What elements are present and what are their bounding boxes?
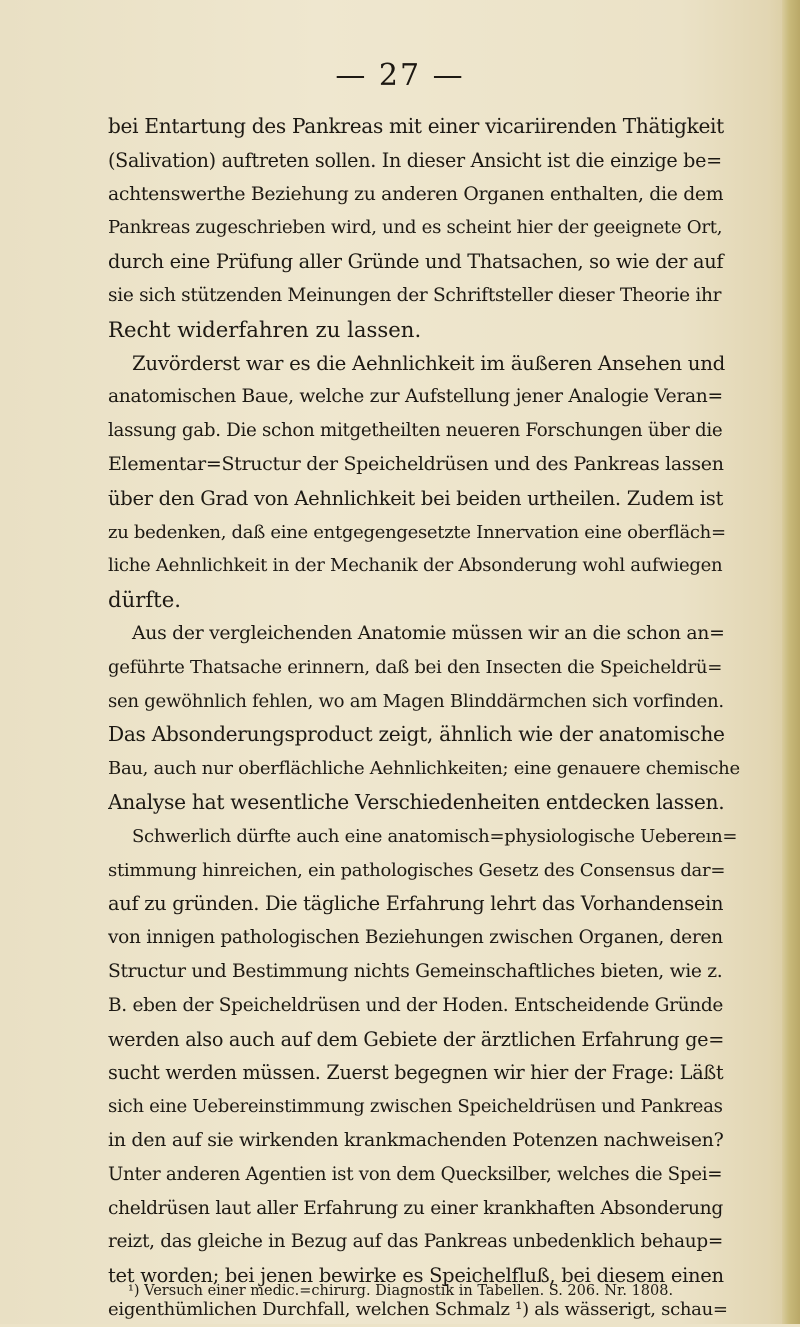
text-line: B. eben der Speicheldrüsen und der Hoden. Entscheidende Gründe [108,994,724,1016]
text-line: sucht werden müssen. Zuerst begegnen wir hier der Frage: Läßt [108,1061,724,1085]
text-line: dürfte. [108,587,181,613]
text-line: achtenswerthe Beziehung zu anderen Organen enthalten, die dem [108,183,724,205]
text-line: Schwerlich dürfte auch eine anatomisch=physiologische Uebereın= [132,825,738,847]
text-line: sich eine Uebereinstimmung zwischen Speicheldrüsen und Pankreas [108,1096,723,1118]
page-edge [782,0,800,1324]
text-line: lassung gab. Die schon mitgetheilten neueren Forschungen über die [108,420,723,442]
text-line: Das Absonderungsproduct zeigt, ähnlich wie der anatomische [108,722,725,747]
text-line: geführte Thatsache erinnern, daß bei den Insecten die Speicheldrü= [108,656,723,678]
text-line: Aus der vergleichenden Anatomie müssen wir an die schon an= [132,622,725,644]
text-line: reizt, das gleiche in Bezug auf das Pankreas unbedenklich behaup= [108,1231,723,1253]
text-line: zu bedenken, daß eine entgegengesetzte Innervation eine oberfläch= [108,521,726,543]
text-line: eigenthümlichen Durchfall, welchen Schmalz ¹) als wässerigt, schau= [108,1298,728,1320]
text-line: über den Grad von Aehnlichkeit bei beiden urtheilen. Zudem ist [108,486,724,510]
body-text [108,110,742,1327]
text-line: Analyse hat wesentliche Verschiedenheiten entdecken lassen. [108,789,725,814]
text-line: auf zu gründen. Die tägliche Erfahrung lehrt das Vorhandensein [108,892,724,916]
page-number: — 27 — [335,58,465,93]
text-line: Structur und Bestimmung nichts Gemeinschaftliches bieten, wie z. [108,960,723,982]
text-line: cheldrüsen laut aller Erfahrung zu einer krankhaften Absonderung [108,1197,723,1219]
text-line: Recht widerfahren zu lassen. [108,316,422,342]
text-line: Unter anderen Agentien ist von dem Quecksilber, welches die Spei= [108,1163,723,1185]
footnote: ¹) Versuch einer medic.=chirurg. Diagnostik in Tabellen. S. 206. Nr. 1808. [128,1283,674,1299]
text-line: Pankreas zugeschrieben wird, und es scheint hier der geeignete Ort, [108,217,723,239]
text-line: liche Aehnlichkeit in der Mechanik der Absonderung wohl aufwiegen [108,555,723,577]
text-line: in den auf sie wirkenden krankmachenden Potenzen nachweisen? [108,1128,724,1151]
text-line: sen gewöhnlich fehlen, wo am Magen Blinddärmchen sich vorfinden. [108,690,724,712]
text-line: tet worden; bei jenen bewirke es Speichelfluß, bei diesem einen [108,1264,724,1288]
text-line: stimmung hinreichen, ein pathologisches Gesetz des Consensus dar= [108,859,726,881]
text-line: werden also auch auf dem Gebiete der ärztlichen Erfahrung ge= [108,1027,725,1051]
text-line: durch eine Prüfung aller Gründe und Thatsachen, so wie der auf [108,250,724,274]
text-line: sie sich stützenden Meinungen der Schriftsteller dieser Theorie ihr [108,284,722,306]
text-line: Zuvörderst war es die Aehnlichkeit im äußeren Ansehen und [132,351,725,375]
text-line: von innigen pathologischen Beziehungen zwischen Organen, deren [108,927,723,949]
text-line: Elementar=Structur der Speicheldrüsen und des Pankreas lassen [108,452,724,475]
text-line: (Salivation) auftreten sollen. In dieser Ansicht ist die einzige be= [108,148,722,172]
text-line: Bau, auch nur oberflächliche Aehnlichkeiten; eine genauere chemische [108,758,740,780]
text-line: anatomischen Baue, welche zur Aufstellung jener Analogie Veran= [108,386,723,408]
text-line: bei Entartung des Pankreas mit einer vicariirenden Thätigkeit [108,114,724,138]
